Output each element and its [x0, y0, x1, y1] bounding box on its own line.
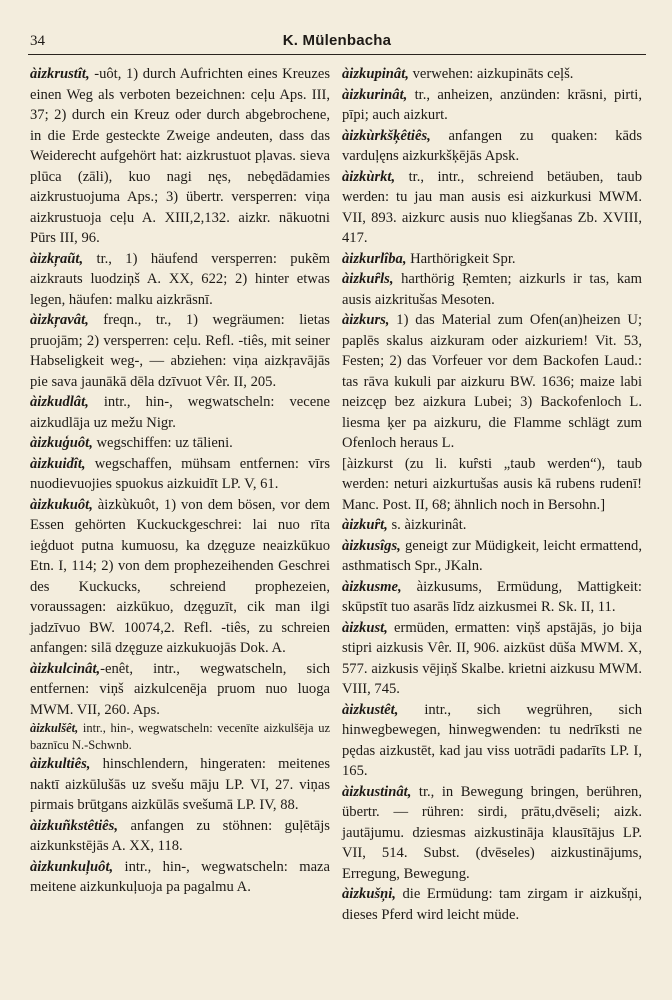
dictionary-entry [342, 454, 642, 516]
entry-headword: àizkunkuļuôt, [30, 858, 114, 875]
dictionary-entry [30, 754, 330, 816]
running-head: K. Mülenbacha [282, 32, 392, 49]
dictionary-entry [30, 495, 330, 659]
dictionary-entry [342, 269, 642, 310]
dictionary-entry [342, 515, 642, 536]
dictionary-entry [30, 392, 330, 433]
entry-text: 1) das Material zum Ofen(an)heizen U; paplēs skalus aizkuram oder aizkuriem! Vit. 53, Festen; 2) das Vorfeuer vor dem Backofen Laud.: tas rāva kukuli par aizkuru BW. 1636; maize labi neizcęp bez aizkura Lubei; 3) Backofenloch L. liesma ķer pa aizkuru, die Flamme schlägt zum Ofenloch heraus L. [342, 312, 642, 451]
dictionary-entry [342, 618, 642, 700]
entry-headword: àizkudlât, [30, 394, 89, 410]
dictionary-entry [342, 700, 642, 782]
entry-headword: àizkuȓt, [342, 517, 388, 533]
entry-text: geneigt zur Müdigkeit, leicht ermattend, asthmatisch Spr., JKaln. [342, 537, 642, 574]
page-number: 34 [30, 33, 45, 49]
left-column [30, 64, 330, 898]
entry-text: anfangen zu quaken: kāds varduļęns aizkurkšķējās Apsk. [342, 127, 642, 164]
entry-headword: àizkurlîba, [342, 250, 407, 267]
entry-headword: àizkulcinât, [30, 660, 101, 677]
dictionary-entry [30, 433, 330, 454]
dictionary-entry [30, 310, 330, 392]
entry-headword: àizkŗavât, [30, 312, 89, 328]
entry-text: Harthörigkeit Spr. [406, 250, 516, 267]
entry-headword: àizkŗaũt, [30, 250, 84, 267]
dictionary-entry [30, 659, 330, 721]
entry-headword: àizkustêt, [342, 701, 399, 718]
entry-headword: àizkurinât, [342, 86, 408, 103]
entry-headword: àizkusme, [342, 578, 402, 595]
entry-text: intr., hin-, wegwatscheln: vecenīte aizkulšēja uz baznīcu N.-Schwnb. [30, 721, 330, 752]
dictionary-entry [342, 310, 642, 454]
entry-text: àizkusums, Ermüdung, Mattigkeit: skūpstīt tuo asarās līdz aizkusmei R. Sk. II, 11. [342, 578, 642, 615]
dictionary-entry [342, 577, 642, 618]
entry-headword: àizkrustît, [30, 66, 90, 82]
dictionary-entry [30, 720, 330, 754]
dictionary-entry [342, 536, 642, 577]
page-header [28, 30, 646, 55]
entry-text: [àizkurst (zu li. kuȓsti „taub werden“), taub werden: neturi aizkurtušas ausis kā rubens rudenī! Manc. Post. II, 68; ähnlich noch in Bersohn.] [342, 455, 642, 513]
dictionary-entry [30, 249, 330, 311]
entry-headword: àizkušņi, [342, 886, 396, 902]
entry-text: àizkùkuôt, 1) von dem bösen, vor dem Essen gehörten Kuckuckgeschrei: lai nuo rīta ieģduot putna kumuosu, ka dzęguze neaizkūkuo Etn. I, 114; 2) von dem prophezeihenden Geschrei des Kuckucks, schreiend prophezeien, voraussagen: aizkūkuo, dzęguzīt, cik man ilgi jadzīvuo BW. 10074,2. Refl. -tiês, zu schreien anfangen: silā dzęguze aizkukuojās Dok. A. [30, 496, 330, 656]
entry-headword: àizkukuôt, [30, 496, 93, 513]
right-column [342, 64, 642, 925]
dictionary-entry [342, 782, 642, 885]
dictionary-entry [30, 454, 330, 495]
entry-headword: àizkuñkstêtiês, [30, 817, 118, 834]
entry-headword: àizkuidît, [30, 455, 86, 472]
entry-text: -enêt, intr., wegwatscheln, sich entfernen: viņš aizkulcenēja pruom nuo luoga MWM. VII, 260. Aps. [30, 660, 330, 718]
entry-text: tr., in Bewegung bringen, berühren, übertr. — rühren: sirdi, prātu,dvēseli; aizk. jautājumu. dziesmas aizkustināja klausītājus LP. VII, 514. Subst. (dvēseles) aizkustinājums, Erregung, Bewegung. [342, 783, 642, 882]
dictionary-entry [30, 857, 330, 898]
entry-text: anfangen zu stöhnen: guļētājs aizkunkstējās A. XX, 118. [30, 817, 330, 854]
dictionary-entry [342, 167, 642, 249]
entry-headword: àizkustinât, [342, 783, 412, 800]
entry-headword: àizkuȓls, [342, 271, 394, 287]
entry-headword: àizkultiês, [30, 756, 91, 772]
dictionary-entry [30, 64, 330, 249]
entry-text: tr., anheizen, anzünden: krāsni, pirti, pīpi; auch aizkurt. [342, 86, 642, 123]
entry-text: intr., sich wegrühren, sich hinwegbewegen, hinwegwenden: tu nedrīksti ne pędas aizkustēt, kad jau viss uotrādi padarīts LP. I, 165. [342, 701, 642, 779]
entry-headword: àizkust, [342, 619, 388, 636]
dictionary-entry [342, 64, 642, 85]
entry-text: ermüden, ermatten: viņš apstājās, jo bija stipri aizkusis Vêr. II, 906. aizkūst dūša MWM. X, 577. aizkusis vējiņš Skalbe. krietni aizkusu MWM. VIII, 745. [342, 619, 642, 697]
entry-text: s. àizkurinât. [387, 517, 467, 533]
entry-text: tr., 1) häufend versperren: pukẽm aizkrauts luodziņš A. XX, 622; 2) hinter etwas legen, häufen: malku aizkrāsnī. [30, 250, 330, 308]
entry-text: wegschaffen, mühsam entfernen: vīrs nuodievuojies spuokus aizkuidīt LP. V, 61. [30, 455, 330, 492]
dictionary-entry [342, 126, 642, 167]
entry-text: tr., intr., schreiend betäuben, taub werden: tu jau man ausis esi aizkurkusi MWM. VII, 893. aizkurc ausis nuo kliegšanas Zb. XVIII, 417. [342, 168, 642, 246]
entry-headword: àizkulšêt, [30, 721, 79, 735]
entry-text: intr., hin-, wegwatscheln: vecene aizkudlāja uz mežu Nigr. [30, 394, 330, 431]
entry-headword: àizkuģuôt, [30, 435, 93, 451]
entry-headword: àizkurs, [342, 312, 390, 328]
entry-text: intr., hin-, wegwatscheln: maza meitene aizkunkuļuoja pa pagalmu A. [30, 858, 330, 895]
dictionary-entry [30, 816, 330, 857]
entry-text: -uôt, 1) durch Aufrichten eines Kreuzes einen Weg als verboten bezeichnen: ceļu Aps. III, 37; 2) durch ein Kreuz oder durch abgebrochene, in die Erde gesteckte Zweige andeuten, dass das Weiderecht aufgehört hat: aizkrustuot pļavas. sieva plūca (zāli), kuo nagi nęs, nebędādamies aizkrustuojuma Aps.; 3) übertr. versperren: viņa aizkrustuoja ceļu A. XIII,2,132. aizkr. nākuotni Pūrs III, 96. [30, 66, 330, 246]
dictionary-entry [342, 249, 642, 270]
dictionary-entry [342, 85, 642, 126]
entry-headword: àizkupinât, [342, 66, 409, 82]
entry-text: harthörig Ŗemten; aizkurls ir tas, kam ausis aizkritušas Mesoten. [342, 271, 642, 308]
entry-headword: àizkusîgs, [342, 537, 401, 554]
entry-text: die Ermüdung: tam zirgam ir aizkušņi, dieses Pferd wird leicht müde. [342, 886, 642, 923]
entry-text: hinschlendern, hingeraten: meitenes naktī aizkūlušās uz svešu māju LP. VI, 27. viņas pirmais brūtgans aizkūlās svešumā LP. IV, 88. [30, 756, 330, 813]
dictionary-entry [342, 884, 642, 925]
entry-text: verwehen: aizkupināts ceļš. [408, 66, 574, 82]
entry-text: freqn., tr., 1) wegräumen: lietas pruojām; 2) versperren: ceļu. Refl. -tiês, mit seiner Habseligkeit weg-, — abziehen: viņa aizkŗavājās pie sava jaunākā dēla dzīvuot Vêr. II, 205. [30, 312, 330, 390]
entry-text: wegschiffen: uz tālieni. [92, 435, 233, 451]
entry-headword: àizkùrkt, [342, 168, 396, 185]
entry-headword: àizkùrkšķêtiês, [342, 127, 431, 144]
